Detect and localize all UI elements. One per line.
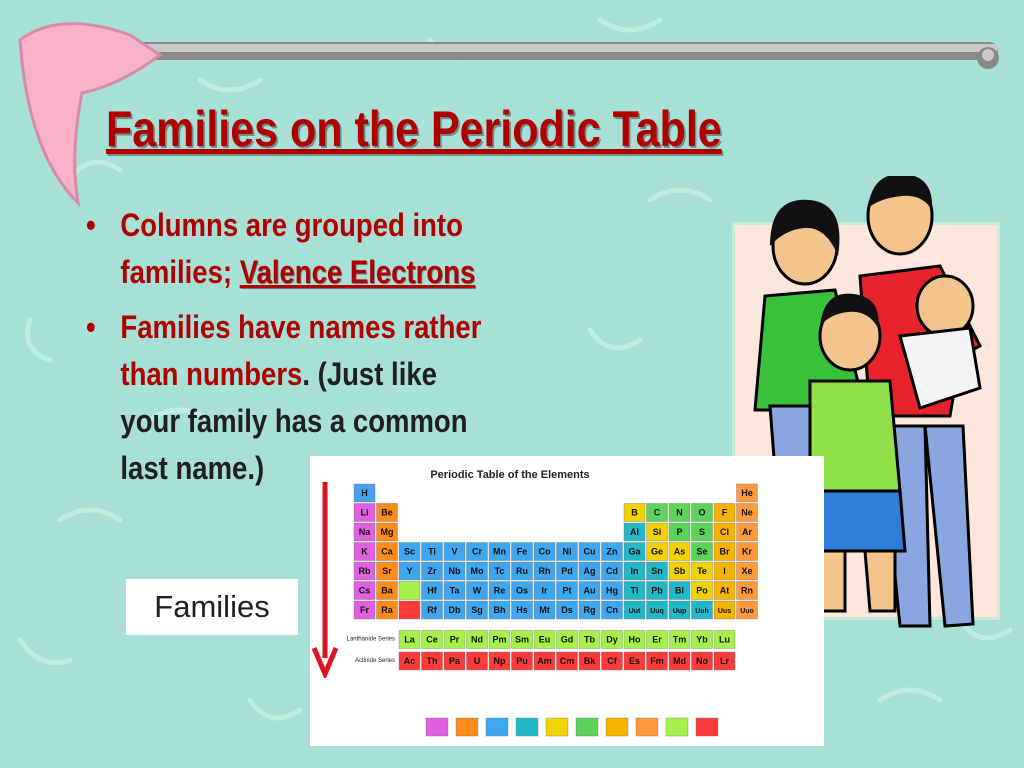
element-symbol: Ac <box>403 656 416 666</box>
element-symbol: Tl <box>630 585 639 596</box>
element-symbol: Rh <box>538 566 551 576</box>
element-symbol: U <box>473 656 481 666</box>
element-symbol: Hf <box>427 585 437 596</box>
element-symbol: Sr <box>382 566 392 576</box>
element-symbol: Ta <box>449 585 460 596</box>
element-symbol: B <box>631 507 638 518</box>
element-symbol: K <box>361 546 368 557</box>
element-symbol: Tm <box>672 634 687 645</box>
element-symbol: Nb <box>448 566 461 576</box>
element-symbol: Uuq <box>650 608 664 615</box>
element-symbol: Nd <box>471 634 483 645</box>
element-symbol: No <box>696 656 708 666</box>
legend-swatch <box>486 718 508 736</box>
element-symbol: S <box>698 527 706 537</box>
legend-swatch <box>666 718 688 736</box>
bullet-columns-text: Columns are grouped into families; <box>120 207 463 290</box>
element-cell <box>399 601 420 619</box>
element-symbol: Ho <box>628 634 641 645</box>
element-symbol: Ce <box>426 634 438 645</box>
element-symbol: Ir <box>541 585 548 596</box>
element-symbol: As <box>673 546 686 557</box>
element-symbol: Bh <box>493 605 506 615</box>
element-symbol: Mo <box>470 566 484 576</box>
legend-swatch <box>696 718 718 736</box>
element-symbol: Os <box>515 585 529 596</box>
element-symbol: Cm <box>559 656 575 666</box>
element-symbol: Md <box>673 656 686 666</box>
element-symbol: Se <box>696 546 708 557</box>
element-symbol: Pd <box>561 566 573 576</box>
valence-electrons-link[interactable]: Valence Electrons <box>239 254 476 290</box>
element-symbol: La <box>404 634 415 645</box>
element-symbol: Lr <box>720 656 729 666</box>
element-symbol: Ag <box>583 566 596 576</box>
element-symbol: Si <box>652 527 662 537</box>
element-symbol: N <box>676 507 683 518</box>
element-cell <box>399 582 420 600</box>
element-symbol: Sb <box>673 566 686 576</box>
element-symbol: Es <box>628 656 641 666</box>
element-symbol: Fm <box>650 656 664 666</box>
element-symbol: Pm <box>492 634 507 645</box>
element-symbol: Ti <box>428 546 436 557</box>
element-symbol: Ra <box>381 605 393 615</box>
periodic-table-graphic <box>310 456 824 746</box>
element-symbol: Rf <box>427 605 437 615</box>
element-symbol: Fe <box>516 546 528 557</box>
element-symbol: Al <box>630 527 639 537</box>
element-symbol: Dy <box>606 634 618 645</box>
element-symbol: Yb <box>696 634 708 645</box>
element-symbol: Am <box>537 656 552 666</box>
legend-swatch <box>606 718 628 736</box>
legend-swatch <box>516 718 538 736</box>
element-symbol: Hs <box>516 605 528 615</box>
element-symbol: Xe <box>741 566 753 576</box>
element-symbol: Ba <box>381 585 393 596</box>
element-symbol: He <box>741 488 753 498</box>
legend-swatch <box>576 718 598 736</box>
element-symbol: Ca <box>381 546 393 557</box>
element-symbol: Pa <box>448 656 461 666</box>
series-label: Lanthanide Series <box>346 636 395 643</box>
element-symbol: Cn <box>606 605 618 615</box>
element-symbol: Rb <box>358 566 371 576</box>
element-symbol: Ni <box>562 546 572 557</box>
element-symbol: Sm <box>514 634 530 645</box>
element-symbol: Th <box>426 656 438 666</box>
element-symbol: Np <box>493 656 506 666</box>
bullet-families-red: Families have names rather than numbers <box>120 309 482 392</box>
element-symbol: Zn <box>606 546 618 557</box>
element-symbol: Er <box>652 634 662 645</box>
element-symbol: Rg <box>583 605 596 615</box>
element-symbol: Ar <box>741 527 753 537</box>
bullet-marker: • <box>86 309 96 345</box>
element-symbol: Cd <box>606 566 618 576</box>
element-symbol: P <box>676 527 683 537</box>
element-symbol: Ne <box>741 507 753 518</box>
element-symbol: I <box>723 566 726 576</box>
element-symbol: W <box>472 585 482 596</box>
element-symbol: Tc <box>494 566 505 576</box>
element-symbol: Uuo <box>740 608 754 615</box>
families-label: Families <box>126 579 298 635</box>
legend-swatch <box>426 718 448 736</box>
element-symbol: Y <box>406 566 413 576</box>
bullet-columns <box>86 202 499 296</box>
element-symbol: Mt <box>539 605 550 615</box>
element-symbol: Na <box>358 527 371 537</box>
periodic-table-image <box>310 456 824 746</box>
element-symbol: H <box>361 488 368 498</box>
element-symbol: Uut <box>628 608 641 615</box>
element-symbol: Ge <box>650 546 664 557</box>
element-symbol: Uuh <box>695 608 709 615</box>
element-symbol: Cl <box>720 527 729 537</box>
element-symbol: Lu <box>719 634 730 645</box>
element-symbol: Cf <box>607 656 617 666</box>
slide-title: Families on the Periodic Table <box>106 101 722 157</box>
element-symbol: Li <box>360 507 369 518</box>
element-symbol: Br <box>719 546 730 557</box>
element-symbol: Fr <box>360 605 369 615</box>
element-symbol: Sn <box>651 566 663 576</box>
element-symbol: Te <box>697 566 707 576</box>
element-symbol: Rn <box>741 585 753 596</box>
element-symbol: Pt <box>562 585 572 596</box>
element-symbol: Bk <box>583 656 596 666</box>
families-down-arrow <box>310 478 340 678</box>
element-symbol: O <box>698 507 706 518</box>
element-symbol: Db <box>448 605 461 615</box>
bullet-families-dark: . (Just like your family has a common last name.) <box>120 356 468 486</box>
element-symbol: Tb <box>584 634 595 645</box>
element-symbol: Pu <box>516 656 528 666</box>
element-symbol: Gd <box>560 634 574 645</box>
element-symbol: Cr <box>471 546 483 557</box>
element-symbol: Mn <box>493 546 506 557</box>
element-symbol: Au <box>583 585 596 596</box>
element-symbol: Mg <box>380 527 394 537</box>
element-symbol: Ru <box>516 566 528 576</box>
legend-swatch <box>456 718 478 736</box>
element-symbol: V <box>451 546 458 557</box>
bullet-marker: • <box>86 207 96 243</box>
element-symbol: At <box>719 585 730 596</box>
element-symbol: Kr <box>741 546 753 557</box>
element-symbol: Hg <box>606 585 618 596</box>
element-symbol: Sc <box>403 546 416 557</box>
element-symbol: Zr <box>427 566 437 576</box>
legend-swatch <box>636 718 658 736</box>
element-symbol: Pr <box>449 634 460 645</box>
series-label: Actinide Series <box>354 658 395 664</box>
element-symbol: Re <box>493 585 506 596</box>
element-symbol: Cs <box>358 585 371 596</box>
element-symbol: Uup <box>672 608 687 615</box>
element-symbol: Pb <box>651 585 663 596</box>
legend-swatch <box>546 718 568 736</box>
element-symbol: Cu <box>583 546 596 557</box>
element-symbol: Po <box>696 585 708 596</box>
element-symbol: Bi <box>675 585 684 596</box>
element-symbol: Eu <box>538 634 551 645</box>
element-symbol: Be <box>381 507 393 518</box>
element-symbol: In <box>630 566 639 576</box>
element-symbol: F <box>721 507 728 518</box>
periodic-table-title: Periodic Table of the Elements <box>430 469 590 481</box>
element-symbol: C <box>653 507 661 518</box>
element-symbol: Ga <box>628 546 641 557</box>
element-symbol: Ds <box>561 605 573 615</box>
element-symbol: Sg <box>471 605 483 615</box>
element-symbol: Uus <box>717 608 732 615</box>
element-symbol: Co <box>538 546 551 557</box>
